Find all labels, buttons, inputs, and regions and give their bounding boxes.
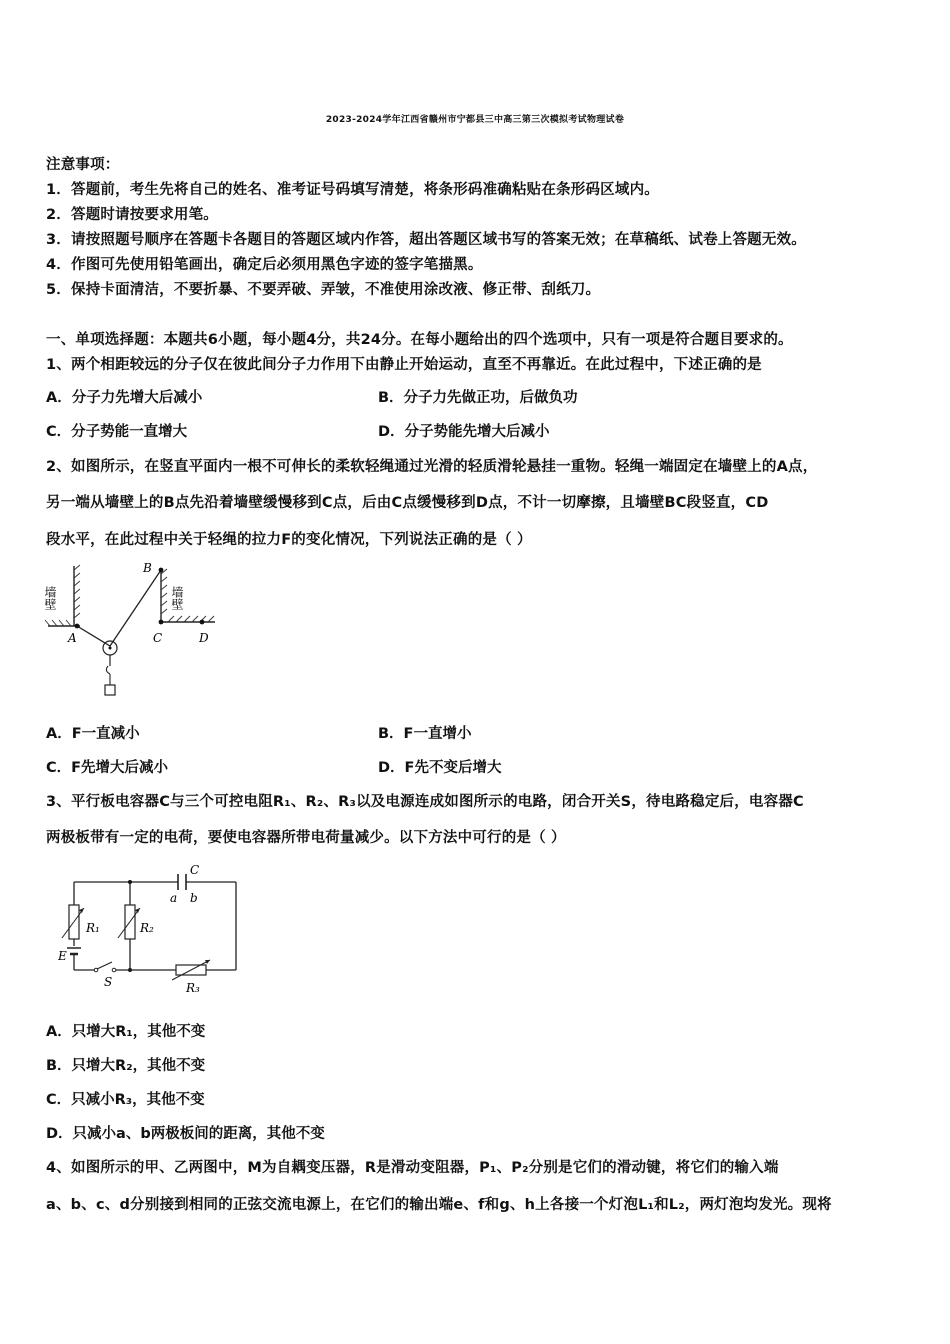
question-3-line-2: 两极板带有一定的电荷，要使电容器所带电荷量减少。以下方法中可行的是（ ） (46, 830, 566, 846)
switch-label: S (104, 975, 113, 989)
plate-b-label: b (190, 891, 198, 905)
question-2-line-2: 另一端从墙壁上的B点先沿着墙壁缓慢移到C点，后由C点缓慢移到D点，不计一切摩擦，且墙壁BC段竖直，CD (46, 495, 769, 511)
point-d-label: D (199, 631, 209, 645)
notice-item: 3．请按照题号顺序在答题卡各题目的答题区域内作答，超出答题区域书写的答案无效；在草稿纸、试卷上答题无效。 (46, 232, 806, 248)
capacitor-label: C (190, 863, 200, 877)
point-c-label: C (153, 631, 163, 645)
notice-item: 4．作图可先使用铅笔画出，确定后必须用黑色字迹的签字笔描黑。 (46, 257, 483, 273)
question-1-stem: 1、两个相距较远的分子仅在彼此间分子力作用下由静止开始运动，直至不再靠近。在此过程中，下述正确的是 (46, 357, 762, 373)
q3-option-c: C．只减小R₃，其他不变 (46, 1092, 205, 1108)
q1-option-b: B．分子力先做正功，后做负功 (378, 390, 578, 406)
section-heading: 一、单项选择题：本题共6小题，每小题4分，共24分。在每小题给出的四个选项中，只有一项是符合题目要求的。 (46, 332, 793, 348)
exam-title: 2023-2024学年江西省赣州市宁都县三中高三第三次模拟考试物理试卷 (325, 115, 625, 125)
emf-label: E (58, 949, 67, 963)
q3-option-b: B．只增大R₂，其他不变 (46, 1058, 206, 1074)
q2-option-a: A．F一直减小 (46, 726, 140, 742)
question-3-line-1: 3、平行板电容器C与三个可控电阻R₁、R₂、R₃以及电源连成如图所示的电路，闭合开关S，待电路稳定后，电容器C (46, 794, 804, 810)
q3-option-a: A．只增大R₁，其他不变 (46, 1024, 206, 1040)
point-a-label: A (68, 631, 77, 645)
notice-item: 1．答题前，考生先将自己的姓名、准考证号码填写清楚，将条形码准确粘贴在条形码区域内。 (46, 182, 659, 198)
plate-a-label: a (170, 891, 178, 905)
question-2-line-3: 段水平，在此过程中关于轻绳的拉力F的变化情况，下列说法正确的是（ ） (46, 532, 532, 548)
q2-option-b: B．F一直增小 (378, 726, 472, 742)
q1-option-c: C．分子势能一直增大 (46, 424, 188, 440)
capacitor-circuit-figure (50, 860, 250, 1000)
q2-option-d: D．F先不变后增大 (378, 760, 502, 776)
notice-item: 2．答题时请按要求用笔。 (46, 207, 218, 223)
switch (97, 962, 112, 969)
r2-label: R₂ (140, 921, 154, 935)
r3-label: R₃ (186, 981, 200, 995)
left-wall-label: 墙壁 (43, 586, 57, 610)
question-4-line-1: 4、如图所示的甲、乙两图中，M为自耦变压器，R是滑动变阻器，P₁、P₂分别是它们的滑动键，将它们的输入端 (46, 1160, 779, 1176)
q1-option-d: D．分子势能先增大后减小 (378, 424, 550, 440)
point-b-label: B (143, 561, 152, 575)
q2-option-c: C．F先增大后减小 (46, 760, 169, 776)
weight (105, 685, 115, 695)
question-4-line-2: a、b、c、d分别接到相同的正弦交流电源上，在它们的输出端e、f和g、h上各接一个灯泡L₁和L₂，两灯泡均发光。现将 (46, 1197, 832, 1213)
r1-label: R₁ (86, 921, 100, 935)
question-2-line-1: 2、如图所示，在竖直平面内一根不可伸长的柔软轻绳通过光滑的轻质滑轮悬挂一重物。轻绳一端固定在墙壁上的A点， (46, 459, 818, 475)
right-wall-label: 墙壁 (170, 586, 184, 610)
notice-item: 5．保持卡面清洁，不要折暴、不要弄破、弄皱，不准使用涂改液、修正带、刮纸刀。 (46, 282, 601, 298)
notice-heading: 注意事项： (46, 157, 120, 173)
pulley-wall-figure (40, 560, 230, 705)
q1-option-a: A．分子力先增大后减小 (46, 390, 203, 406)
q3-option-d: D．只减小a、b两极板间的距离，其他不变 (46, 1126, 325, 1142)
